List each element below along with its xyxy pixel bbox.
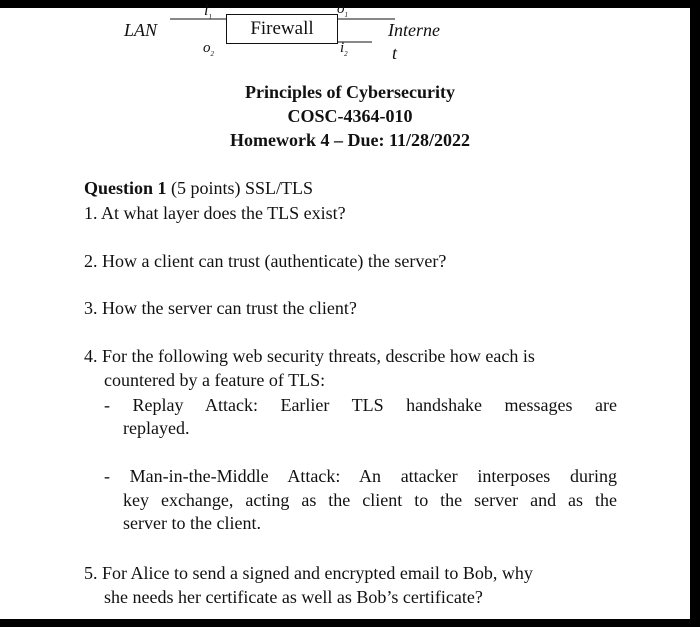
course-code: COSC-4364-010 [287, 106, 413, 126]
question-label: Question 1 [84, 178, 167, 198]
course-title: Principles of Cybersecurity [245, 82, 455, 102]
firewall-box: Firewall [226, 14, 338, 44]
mitm-attack-line1: - Man-in-the-Middle Attack: An attacker interposes during [104, 466, 617, 486]
port-i2-label: $i_2$ [340, 40, 348, 58]
bottom-border [0, 619, 700, 627]
internet-label-t: t [392, 43, 398, 63]
port-i1-label: $i_1$ [204, 2, 212, 22]
port-o1-label: $o_1$ [337, 1, 348, 19]
question-item-4-line1: 4. For the following web security threats, describe how each is [84, 346, 535, 366]
lan-label: LAN [124, 20, 158, 40]
question-meta: (5 points) SSL/TLS [166, 178, 314, 198]
mitm-attack-line2: key exchange, acting as the client to the server and as the [123, 490, 617, 510]
question-item-5-line1: 5. For Alice to send a signed and encrypted email to Bob, why [84, 563, 533, 583]
internet-label: Interne [388, 20, 440, 40]
mitm-attack-line3: server to the client. [123, 513, 261, 533]
question-item-1: 1. At what layer does the TLS exist? [84, 203, 346, 223]
homework-title: Homework 4 – Due: 11/28/2022 [230, 130, 470, 150]
question-heading [84, 178, 313, 199]
replay-attack-line1: - Replay Attack: Earlier TLS handshake messages are [104, 395, 617, 415]
question-item-2: 2. How a client can trust (authenticate) the server? [84, 251, 447, 271]
question-item-3: 3. How the server can trust the client? [84, 298, 357, 318]
port-o2-label: $o_2$ [203, 40, 214, 58]
question-item-4-line2: countered by a feature of TLS: [104, 370, 326, 390]
replay-attack-line2: replayed. [123, 418, 190, 438]
question-item-5-line2: she needs her certificate as well as Bob’s certificate? [104, 587, 483, 607]
diagram-lines [0, 0, 700, 80]
